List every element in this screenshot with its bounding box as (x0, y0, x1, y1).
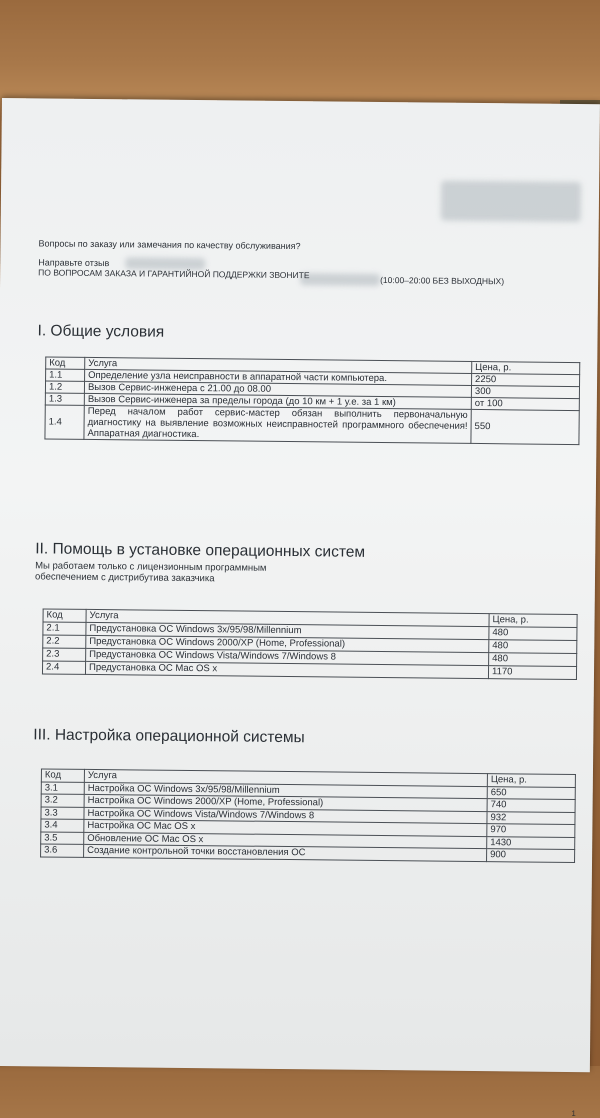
row-service: Настройка ОС Mac OS x (84, 819, 487, 836)
row-code: 1.2 (45, 381, 84, 393)
row-price: 1170 (488, 666, 576, 680)
row-code: 2.1 (43, 622, 86, 635)
col-code-header: Код (41, 769, 84, 782)
row-price: 970 (487, 824, 575, 837)
section-2-table (42, 608, 578, 680)
section-2-title: II. Помощь в установке операционных систем (35, 540, 366, 561)
row-price: 300 (471, 385, 579, 398)
col-service-header: Услуга (86, 609, 489, 626)
row-price: 650 (487, 786, 575, 799)
row-service: Обновление ОС Mac OS x (84, 832, 487, 849)
row-price: от 100 (471, 397, 579, 410)
row-code: 3.6 (41, 844, 84, 857)
col-code-header: Код (43, 609, 86, 622)
col-code-header: Код (46, 357, 85, 369)
row-code: 3.2 (41, 794, 84, 807)
table-row (45, 405, 579, 445)
row-service: Настройка ОС Windows 3x/95/98/Millennium (84, 782, 487, 799)
row-code: 3.5 (41, 831, 84, 844)
col-price-header: Цена, р. (487, 774, 575, 787)
row-code: 2.2 (43, 635, 86, 648)
row-service: Предустановка ОС Mac OS x (85, 661, 488, 678)
row-price: 480 (489, 640, 577, 654)
row-service: Предустановка ОС Windows 2000/XP (Home, Professional) (86, 635, 489, 652)
row-price: 2250 (472, 373, 580, 386)
col-service-header: Услуга (84, 769, 487, 786)
intro-support-phone: ПО ВОПРОСАМ ЗАКАЗА И ГАРАНТИЙНОЙ ПОДДЕРЖКИ ЗВОНИТЕ (38, 267, 310, 281)
row-service: Предустановка ОС Windows Vista/Windows 7/Windows 8 (86, 648, 489, 665)
section-3-table (40, 768, 576, 862)
row-service: Предустановка ОС Windows 3x/95/98/Millennium (86, 622, 489, 639)
row-code: 2.3 (43, 648, 86, 661)
row-price: 480 (489, 627, 577, 641)
col-service-header: Услуга (85, 357, 472, 373)
row-price: 480 (489, 653, 577, 667)
row-code: 3.3 (41, 806, 84, 819)
section-1-title: I. Общие условия (37, 322, 165, 341)
row-code: 3.4 (41, 819, 84, 832)
row-price: 932 (487, 811, 575, 824)
intro-question: Вопросы по заказу или замечания по качеству обслуживания? (38, 238, 301, 252)
row-price: 740 (487, 799, 575, 812)
page-number: 1 (571, 1109, 576, 1118)
row-code: 1.4 (45, 405, 84, 439)
section-2-note-line-2: обеспечением с дистрибутива заказчика (34, 571, 215, 585)
col-price-header: Цена, р. (472, 361, 580, 374)
row-service: Перед началом работ сервис-мастер обязан выполнить первоначальную диагностику на выявление возможных неисправностей программного обеспечения! Аппаратная диагностика. (84, 405, 471, 443)
row-code: 1.3 (45, 393, 84, 405)
section-2-note-line-1: Мы работаем только с лицензионным программным (35, 560, 267, 574)
row-code: 1.1 (46, 369, 85, 381)
intro-feedback: Направьте отзыв (38, 257, 110, 269)
row-price: 900 (487, 849, 575, 862)
row-price: 1430 (487, 836, 575, 849)
document-page (0, 98, 600, 1118)
row-price: 550 (471, 409, 579, 444)
redacted-logo (441, 181, 581, 222)
row-service: Настройка ОС Windows 2000/XP (Home, Professional) (84, 794, 487, 811)
row-service: Определение узла неисправности в аппаратной части компьютера. (85, 369, 472, 385)
col-price-header: Цена, р. (489, 614, 577, 628)
row-service: Вызов Сервис-инженера за пределы города (до 10 км + 1 у.е. за 1 км) (84, 393, 471, 409)
row-service: Создание контрольной точки восстановления ОС (84, 844, 487, 861)
intro-support-hours: (10:00–20:00 БЕЗ ВЫХОДНЫХ) (380, 274, 505, 287)
section-3-title: III. Настройка операционной системы (33, 726, 305, 747)
row-service: Настройка ОС Windows Vista/Windows 7/Windows 8 (84, 807, 487, 824)
row-code: 2.4 (42, 661, 85, 674)
row-service: Вызов Сервис-инженера с 21.00 до 08.00 (84, 381, 471, 397)
section-1-table (44, 356, 580, 445)
redacted-phone (300, 273, 380, 286)
row-code: 3.1 (41, 781, 84, 794)
